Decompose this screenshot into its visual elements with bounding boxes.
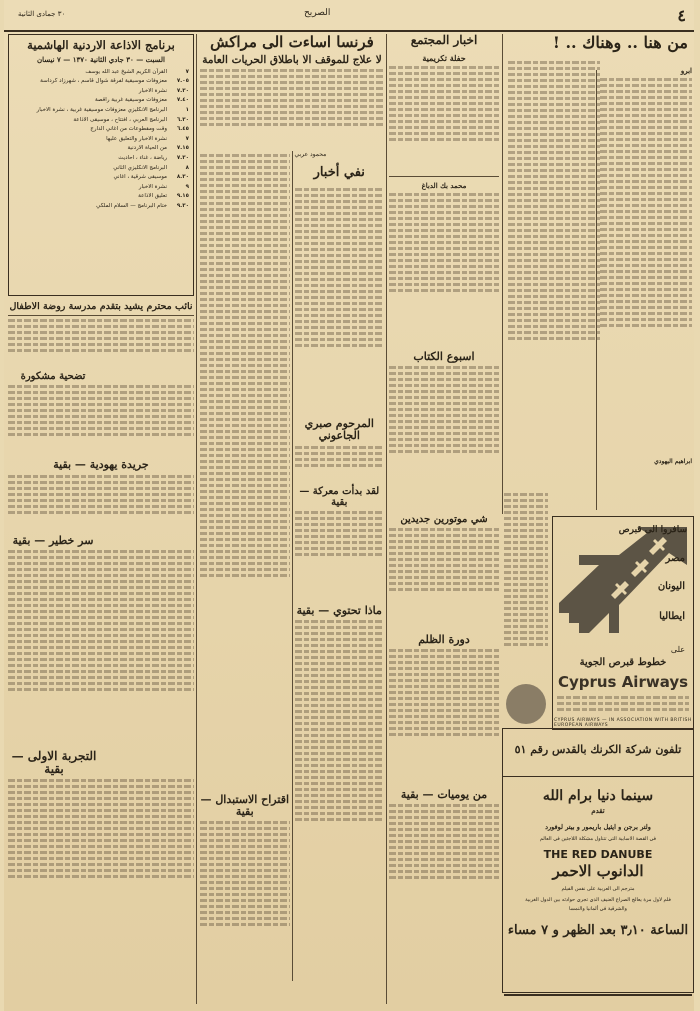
schedule-program: تعليق الاذاعة <box>138 193 167 200</box>
article-body <box>389 528 499 628</box>
schedule-time: ٩.٣٠ <box>176 202 189 209</box>
schedule-time: ٦.٣٠ <box>176 116 189 123</box>
radio-schedule-item <box>13 135 189 145</box>
column-divider <box>502 34 503 514</box>
schedule-time: ٧.٣٠ <box>176 87 189 94</box>
sub-column <box>506 58 600 481</box>
schedule-program: القرآن الكريم الشيخ عبد الله يوسف <box>85 68 167 75</box>
schedule-time: ٧ <box>185 135 189 142</box>
article-body <box>8 779 194 929</box>
article-headline: نفي أخبار <box>313 165 365 181</box>
schedule-program: رياضة ، غناء ، احاديث <box>118 154 167 161</box>
radio-schedule-item <box>13 183 189 193</box>
schedule-program: البرنامج العربي ، افتتاح ، موسيقى الاذاعة <box>73 116 167 123</box>
film-arabic-title: الدانوب الاحمر <box>552 862 644 881</box>
article-headline: لقد بدأت معركة — بقية <box>299 485 380 508</box>
schedule-time: ٨.٣٠ <box>176 174 189 181</box>
author-byline: محمود عربي <box>294 151 327 159</box>
article-headline: سر خطير — بقية <box>12 533 94 547</box>
schedule-program: ختام البرنامج — السلام الملكي <box>96 202 167 209</box>
schedule-time: ٧ <box>185 68 189 75</box>
article-headline: حفلة تكريمية <box>422 53 466 64</box>
schedule-time: ٩ <box>185 183 189 190</box>
destination: اليونان <box>657 581 685 592</box>
film-description: فلم لاول مرة يعالج الصراع العنيف الذي تجري حوادثه بين الدول الغربية والشرقية في ألمانيا والنمسا <box>525 896 671 912</box>
article-headline: اقتراح الاستبدال — بقية <box>200 793 290 819</box>
article-headline: المرحوم صبري الجاعوني <box>304 417 374 443</box>
article-body <box>295 188 385 418</box>
article-body <box>508 61 600 481</box>
radio-program-title: برنامج الاذاعة الاردنية الهاشمية <box>27 38 175 52</box>
cinema-name: سينما دنيا برام الله <box>542 788 654 804</box>
article-headline: التجربة الاولى — بقية <box>11 748 97 776</box>
cinema-tagline: في القصة الاسابية التي تتناول مشكلة اللاجئين في العالم <box>539 836 657 843</box>
article-body <box>295 620 385 920</box>
column-2 <box>200 34 384 994</box>
article-body <box>200 69 384 151</box>
radio-schedule-item <box>13 192 189 202</box>
telephone-text: تلفون شركة الكرنك بالقدس رقم ٥١ <box>514 743 682 756</box>
cinema-presents: تقدم <box>591 806 605 816</box>
radio-schedule-item <box>13 144 189 154</box>
sub-column <box>600 58 694 481</box>
newspaper-name: الصريح <box>304 8 331 18</box>
cyprus-airways-ad <box>552 516 694 730</box>
cinema-ad <box>502 776 694 993</box>
schedule-time: ٧.٤٠ <box>176 97 189 104</box>
article-headline: تضحية مشكورة <box>20 371 86 383</box>
subsection-title: ابرو <box>680 65 692 75</box>
article-body <box>600 78 692 458</box>
airline-arabic-name: خطوط قبرص الجوية <box>579 657 667 668</box>
radio-schedule-item <box>13 125 189 135</box>
schedule-time: ٧.٣٠ <box>176 154 189 161</box>
schedule-program: معزوفات موسيقية غربية راقصة <box>94 97 167 104</box>
schedule-program: من الحياة الاردنية <box>127 145 167 152</box>
article-headline: نائب محترم يشيد بتقدم مدرسة روضة الاطفال <box>8 302 194 316</box>
schedule-program: نشرة الاخبار <box>138 87 167 94</box>
radio-schedule-item <box>13 77 189 87</box>
telephone-ad <box>502 728 694 777</box>
sub-column <box>295 151 385 981</box>
newspaper-page <box>4 0 694 1011</box>
page-header <box>4 0 694 32</box>
article-headline: اسبوع الكتاب <box>413 350 475 364</box>
radio-schedule-item <box>13 96 189 106</box>
film-translation-note: مترجم الى العربية على نفس الفيلم <box>561 885 635 892</box>
article-headline: شي موتورين جديدين <box>400 514 488 526</box>
author-byline: ابراهيم اليهودي <box>654 457 692 465</box>
schedule-time: ٦.٤٥ <box>176 126 189 133</box>
article-headline: من يوميات — بقية <box>400 788 488 802</box>
article-body <box>200 154 290 794</box>
column-divider <box>386 34 387 1004</box>
schedule-time: ٧.١٥ <box>176 145 189 152</box>
main-subheadline: لا علاج للموقف الا باطلاق الحريات العامة <box>202 53 382 66</box>
schedule-time: ١ <box>185 107 189 114</box>
sub-column <box>200 151 290 981</box>
column-1-articles <box>8 302 194 992</box>
column-3-society <box>389 34 499 994</box>
issue-date: ٣٠ جمادى الثانية <box>18 10 66 18</box>
destination: مصر <box>665 553 685 564</box>
radio-schedule-item <box>13 154 189 164</box>
article-body <box>389 804 499 924</box>
radio-program-box <box>8 34 194 296</box>
sub-column-divider <box>292 151 293 981</box>
radio-schedule-item <box>13 106 189 116</box>
article-body <box>295 511 385 591</box>
ad-line: سافروا الى قبرص <box>618 525 687 535</box>
ad-on: على <box>670 645 685 654</box>
schedule-time: ٧.٠٥ <box>176 78 189 85</box>
radio-schedule-item <box>13 116 189 126</box>
article-headline: محمد بك الدباغ <box>389 176 499 190</box>
article-body <box>389 366 499 506</box>
schedule-program: وقت ومقطوعات من اغاني الدارج <box>90 126 167 133</box>
schedule-program: نشرة الاخبار <box>138 183 167 190</box>
schedule-program: البرنامج الانكليزي معزوفات موسيقية غربية ، نشرة الاخبار <box>36 107 167 114</box>
main-headline: فرنسا اساءت الى مراكش <box>210 34 374 51</box>
column-divider <box>196 34 197 1004</box>
article-body <box>200 821 290 981</box>
column-headline: من هنا .. وهناك .. ! <box>552 34 688 52</box>
article-body <box>389 193 499 343</box>
article-body <box>8 475 194 535</box>
showtimes: الساعة ٣٫١٠ بعد الظهر و ٧ مساء <box>507 922 689 938</box>
schedule-time: ٨ <box>185 164 189 171</box>
radio-schedule-list <box>13 68 189 212</box>
cinema-stars: ولتر برجن و ايثيل باريمور و بيتر لوفورد <box>545 823 651 832</box>
article-body <box>8 319 194 367</box>
airline-english-name: Cyprus Airways <box>557 673 689 691</box>
article-body <box>8 550 194 750</box>
radio-schedule-item <box>13 173 189 183</box>
article-headline: جريدة يهودية — بقية <box>53 458 149 472</box>
footer-rule <box>504 994 692 996</box>
schedule-program: نشرة الاخبار والتعليق عليها <box>106 135 167 142</box>
schedule-program: معزوفات موسيقية لفرقة شوال قاسم ، شهرزاد كرداسة <box>40 78 167 85</box>
article-body <box>8 385 194 455</box>
radio-schedule-item <box>13 202 189 212</box>
radio-schedule-item <box>13 68 189 78</box>
film-english-title: THE RED DANUBE <box>543 848 653 862</box>
radio-schedule-item <box>13 87 189 97</box>
radio-program-subtitle: السبت — ٣٠ جادي الثانية ١٣٧٠ — ٧ نيسان <box>37 54 165 64</box>
article-headline: ماذا تحتوي — بقية <box>296 603 382 617</box>
article-body <box>389 66 499 176</box>
column-4 <box>504 34 694 514</box>
section-title: اخبار المجتمع <box>410 34 478 47</box>
article-headline: دورة الظلم <box>418 633 470 647</box>
page-number: ٤ <box>677 6 686 25</box>
schedule-time: ٩.١٥ <box>176 193 189 200</box>
schedule-program: موسيقى شرقية ، اغاني <box>113 174 167 181</box>
radio-schedule-item <box>13 164 189 174</box>
article-body <box>295 446 385 486</box>
association-text: CYPRUS AIRWAYS — IN ASSOCIATION WITH BRITISH EUROPEAN AIRWAYS <box>554 718 692 728</box>
destination: ايطاليا <box>659 611 685 622</box>
cyprus-airways-logo-icon <box>506 684 546 724</box>
article-body <box>389 649 499 789</box>
schedule-program: البرنامج الانكليزي الثاني <box>113 164 167 171</box>
